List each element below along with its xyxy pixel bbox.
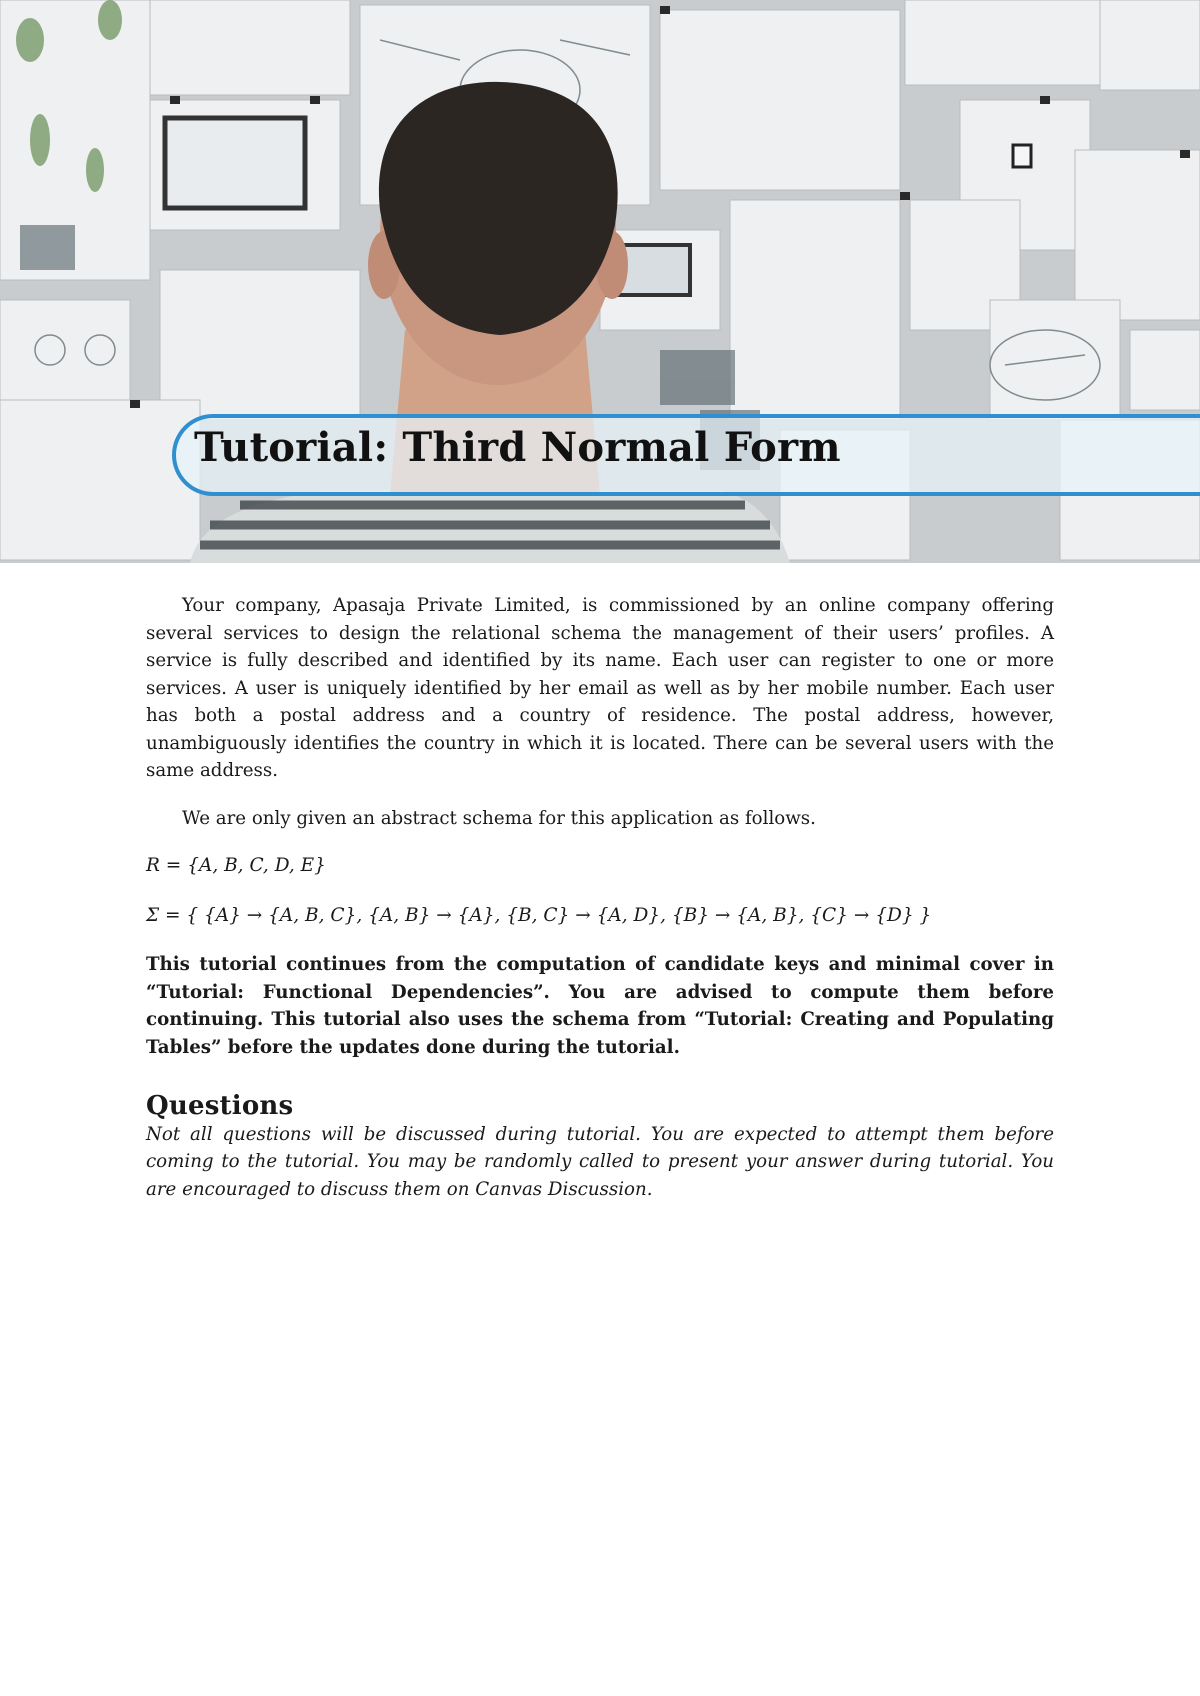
- prerequisite-notice: This tutorial continues from the computation of candidate keys and minimal cover in “Tutorial: Functional Dependencies”. You are advised to compute them before continuing. This tutorial also uses the schema from “Tutorial: Creating and Populating Tables” before the updates done during the tutorial.: [146, 954, 1054, 1058]
- functional-dependencies: Σ = { {A} → {A, B, C}, {A, B} → {A}, {B, C} → {A, D}, {B} → {A, B}, {C} → {D} }: [146, 904, 932, 926]
- document-body: [146, 592, 1054, 1203]
- schema-intro-paragraph: We are only given an abstract schema for this application as follows.: [182, 807, 816, 829]
- questions-note: Not all questions will be discussed during tutorial. You are expected to attempt them before coming to the tutorial. You may be randomly called to present your answer during tutorial. You are encouraged to discuss them on Canvas Discussion.: [146, 1123, 1054, 1200]
- questions-heading: Questions: [146, 1091, 294, 1121]
- relation-schema: R = {A, B, C, D, E}: [146, 855, 326, 876]
- page-title: Tutorial: Third Normal Form: [194, 424, 841, 471]
- intro-paragraph: Your company, Apasaja Private Limited, is commissioned by an online company offering several services to design the relational schema the management of their users’ profiles. A service is fully described and identified by its name. Each user can register to one or more services. A user is uniquely identified by her email as well as by her mobile number. Each user has both a postal address and a country of residence. The postal address, however, unambiguously identifies the country in which it is located. There can be several users with the same address.: [146, 595, 1054, 781]
- schema-definition: [146, 852, 1054, 929]
